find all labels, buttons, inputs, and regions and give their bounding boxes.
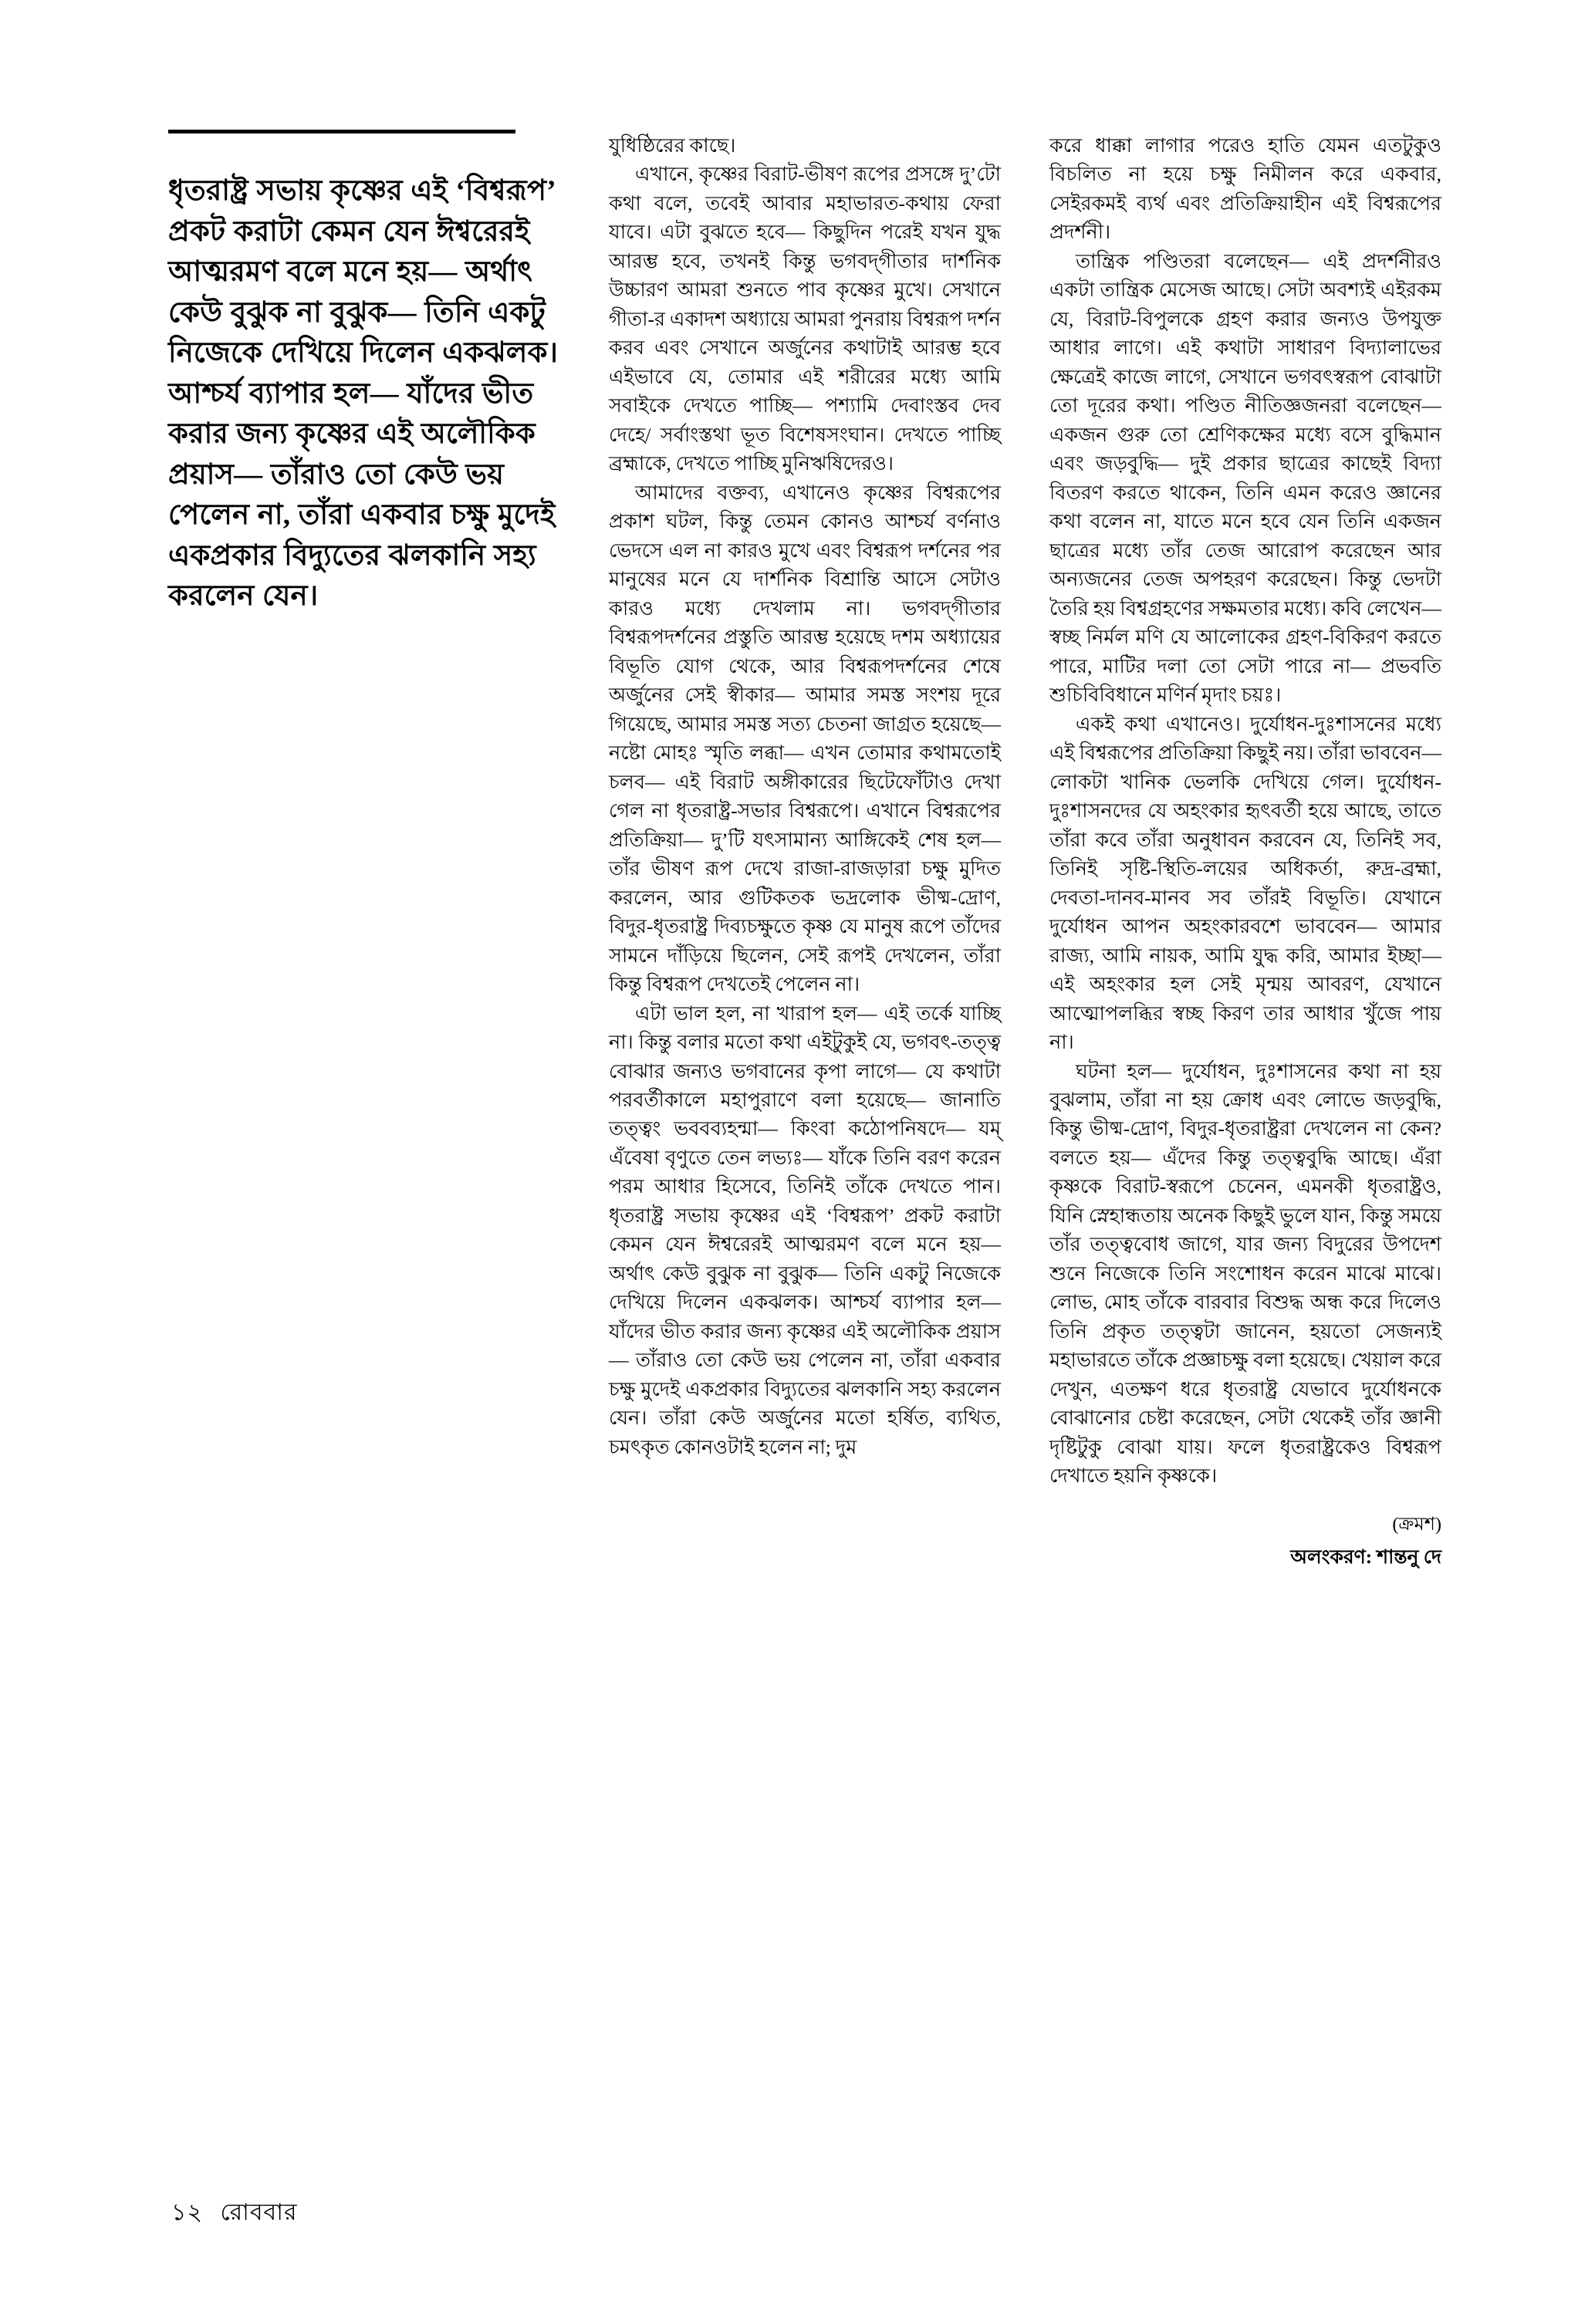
paragraph: তান্ত্রিক পণ্ডিতরা বলেছেন— এই প্রদর্শনীরও একটা তান্ত্রিক মেসেজ আছে। সেটা অবশ্যই এইরকম যে, বিরাট-বিপুলকে গ্রহণ করার জন্যও উপযুক্ত আধার লাগে। এই কথাটা সাধারণ বিদ্যালাভের ক্ষেত্রেই কাজে লাগে, সেখানে ভগবৎস্বরূপ বোঝাটা তো দূরের কথা। পণ্ডিত নীতিজ্ঞজনরা বলেছেন— একজন গুরু তো শ্রেণিকক্ষের মধ্যে বসে বুদ্ধিমান এবং জড়বুদ্ধি— দুই প্রকার ছাত্রের কাছেই বিদ্যা বিতরণ করতে থাকেন, তিনি এমন করেও জ্ঞানের কথা বলেন না, যাতে মনে হবে যেন তিনি একজন ছাত্রের মধ্যে তাঁর তেজ আরোপ করেছেন আর অন্যজনের তেজ অপহরণ করেছেন। কিন্তু ভেদটা তৈরি হয় বিশ্বগ্রহণের সক্ষমতার মধ্যে। কবি লেখেন— স্বচ্ছ নির্মল মণি যে আলোকের গ্রহণ-বিকিরণ করতে পারে, মাটির দলা তো সেটা পারে না— প্রভবতি শুচিবিবিধানে মণির্ন মৃদাং চয়ঃ।	[1049, 249, 1441, 707]
page-number: ১২	[171, 2200, 203, 2225]
paragraph: এটা ভাল হল, না খারাপ হল— এই তর্কে যাচ্ছি না। কিন্তু বলার মতো কথা এইটুকুই যে, ভগবৎ-তত্ত্ব বোঝার জন্যও ভগবানের কৃপা লাগে— যে কথাটা পরবর্তীকালে মহাপুরাণে বলা হয়েছে— জানাতি তত্ত্বং ভববব্যহন্মা— কিংবা কঠোপনিষদে— যম্ এঁবেষা বৃণুতে তেন লভ্যঃ— যাঁকে তিনি বরণ করেন পরম আধার হিসেবে, তিনিই তাঁকে দেখতে পান। ধৃতরাষ্ট্র সভায় কৃষ্ণের এই ‘বিশ্বরূপ’ প্রকট করাটা কেমন যেন ঈশ্বরেরই আত্মরমণ বলে মনে হয়— অর্থাৎ কেউ বুঝুক না বুঝুক— তিনি একটু নিজেকে দেখিয়ে দিলেন একঝলক। আশ্চর্য ব্যাপার হল— যাঁদের ভীত করার জন্য কৃষ্ণের এই অলৌকিক প্রয়াস— তাঁরাও তো কেউ ভয় পেলেন না, তাঁরা একবার চক্ষু মুদেই একপ্রকার বিদ্যুতের ঝলকানি সহ্য করলেন যেন। তাঁরা কেউ অর্জুনের মতো হর্ষিত, ব্যথিত, চমৎকৃত কোনওটাই হলেন না; দুম	[609, 1002, 1001, 1458]
column-middle	[609, 131, 1001, 2184]
paragraph: করে ধাক্কা লাগার পরেও হাতি যেমন এতটুকুও বিচলিত না হয়ে চক্ষু নিমীলন করে একবার, সেইরকমই ব্যর্থ এবং প্রতিক্রিয়াহীন এই বিশ্বরূপের প্রদর্শনী।	[1049, 134, 1441, 244]
paragraph: এখানে, কৃষ্ণের বিরাট-ভীষণ রূপের প্রসঙ্গে দু’টো কথা বলে, তবেই আবার মহাভারত-কথায় ফেরা যাবে। এটা বুঝতে হবে— কিছুদিন পরেই যখন যুদ্ধ আরম্ভ হবে, তখনই কিন্তু ভগবদ্‌গীতার দার্শনিক উচ্চারণ আমরা শুনতে পাব কৃষ্ণের মুখে। সেখানে গীতা-র একাদশ অধ্যায়ে আমরা পুনরায় বিশ্বরূপ দর্শন করব এবং সেখানে অর্জুনের কথাটাই আরম্ভ হবে এইভাবে যে, তোমার এই শরীরের মধ্যে আমি সবাইকে দেখতে পাচ্ছি— পশ্যামি দেবাংস্তব দেব দেহে/ সর্বাংস্তথা ভূত বিশেষসংঘান। দেখতে পাচ্ছি ব্রহ্মাকে, দেখতে পাচ্ছি মুনিঋষিদেরও।	[609, 163, 1001, 475]
credits	[1049, 1511, 1441, 1572]
body-text-middle	[609, 131, 1001, 1461]
article-columns	[168, 131, 1441, 2184]
paragraph: আমাদের বক্তব্য, এখানেও কৃষ্ণের বিশ্বরূপের প্রকাশ ঘটল, কিন্তু তেমন কোনও আশ্চর্য বর্ণনাও ভেদসে এল না কারও মুখে এবং বিশ্বরূপ দর্শনের পর মানুষের মনে যে দার্শনিক বিশ্রান্তি আসে সেটাও কারও মধ্যে দেখলাম না। ভগবদ্‌গীতার বিশ্বরূপদর্শনের প্রস্তুতি আরম্ভ হয়েছে দশম অধ্যায়ের বিভূতি যোগ থেকে, আর বিশ্বরূপদর্শনের শেষে অর্জুনের সেই স্বীকার— আমার সমস্ত সংশয় দূরে গিয়েছে, আমার সমস্ত সত্য চেতনা জাগ্রত হয়েছে— নষ্টো মোহঃ স্মৃতি লব্ধা— এখন তোমার কথামতোই চলব— এই বিরাট অঙ্গীকারের ছিটেফোঁটাও দেখা গেল না ধৃতরাষ্ট্র-সভার বিশ্বরূপে। এখানে বিশ্বরূপের প্রতিক্রিয়া— দু’টি যৎসামান্য আঙ্গিকেই শেষ হল— তাঁর ভীষণ রূপ দেখে রাজা-রাজড়ারা চক্ষু মুদিত করলেন, আর গুটিকতক ভদ্রলোক ভীষ্ম-দ্রোণ, বিদুর-ধৃতরাষ্ট্র দিব্যচক্ষুতে কৃষ্ণ যে মানুষ রূপে তাঁদের সামনে দাঁড়িয়ে ছিলেন, সেই রূপই দেখলেন, তাঁরা কিন্তু বিশ্বরূপ দেখতেই পেলেন না।	[609, 481, 1001, 996]
continued-note: (ক্রমশ)	[1392, 1514, 1441, 1535]
illustration-credit: অলংকরণ: শান্তনু দে	[1290, 1546, 1441, 1568]
paragraph: একই কথা এখানেও। দুর্যোধন-দুঃশাসনের মধ্যে এই বিশ্বরূপের প্রতিক্রিয়া কিছুই নয়। তাঁরা ভাববেন— লোকটা খানিক ভেলকি দেখিয়ে গেল। দুর্যোধন-দুঃশাসনদের যে অহংকার হৃৎবর্তী হয়ে আছে, তাতে তাঁরা কবে তাঁরা অনুধাবন করবেন যে, তিনিই সব, তিনিই সৃষ্টি-স্থিতি-লয়ের অধিকর্তা, রুদ্র-ব্রহ্মা, দেবতা-দানব-মানব সব তাঁরই বিভূতি। যেখানে দুর্যোধন আপন অহংকারবশে ভাববেন— আমার রাজ্য, আমি নায়ক, আমি যুদ্ধ করি, আমার ইচ্ছা— এই অহংকার হল সেই মৃন্ময় আবরণ, যেখানে আত্মোপলব্ধির স্বচ্ছ কিরণ তার আধার খুঁজে পায় না।	[1049, 712, 1441, 1054]
column-right	[1049, 131, 1441, 2184]
paragraph: ঘটনা হল— দুর্যোধন, দুঃশাসনের কথা না হয় বুঝলাম, তাঁরা না হয় ক্রোধ এবং লোভে জড়বুদ্ধি, কিন্তু ভীষ্ম-দ্রোণ, বিদুর-ধৃতরাষ্ট্ররা দেখলেন না কেন? বলতে হয়— এঁদের কিন্তু তত্ত্ববুদ্ধি আছে। এঁরা কৃষ্ণকে বিরাট-স্বরূপে চেনেন, এমনকী ধৃতরাষ্ট্রও, যিনি স্নেহান্ধতায় অনেক কিছুই ভুলে যান, কিন্তু সময়ে তাঁর তত্ত্ববোধ জাগে, যার জন্য বিদুরের উপদেশ শুনে নিজেকে তিনি সংশোধন করেন মাঝে মাঝে। লোভ, মোহ তাঁকে বারবার বিশুদ্ধ অন্ধ করে দিলেও তিনি প্রকৃত তত্ত্বটা জানেন, হয়তো সেজন্যই মহাভারতে তাঁকে প্রজ্ঞাচক্ষু বলা হয়েছে। খেয়াল করে দেখুন, এতক্ষণ ধরে ধৃতরাষ্ট্র যেভাবে দুর্যোধনকে বোঝানোর চেষ্টা করেছেন, সেটা থেকেই তাঁর জ্ঞানী দৃষ্টিটুকু বোঝা যায়। ফলে ধৃতরাষ্ট্রকেও বিশ্বরূপ দেখাতে হয়নি কৃষ্ণকে।	[1049, 1059, 1441, 1488]
column-left	[168, 131, 560, 2184]
pull-quote: ধৃতরাষ্ট্র সভায় কৃষ্ণের এই ‘বিশ্বরূপ’ প্রকট করাটা কেমন যেন ঈশ্বরেরই আত্মরমণ বলে মনে হয়— অর্থাৎ কেউ বুঝুক না বুঝুক— তিনি একটু নিজেকে দেখিয়ে দিলেন একঝলক। আশ্চর্য ব্যাপার হল— যাঁদের ভীত করার জন্য কৃষ্ণের এই অলৌকিক প্রয়াস— তাঁরাও তো কেউ ভয় পেলেন না, তাঁরা একবার চক্ষু মুদেই একপ্রকার বিদ্যুতের ঝলকানি সহ্য করলেন যেন।	[168, 175, 559, 613]
paragraph: যুধিষ্ঠিরের কাছে।	[609, 134, 736, 157]
body-text-right	[1049, 131, 1441, 1491]
magazine-name: রোববার	[220, 2200, 298, 2225]
page-footer	[171, 2194, 297, 2233]
